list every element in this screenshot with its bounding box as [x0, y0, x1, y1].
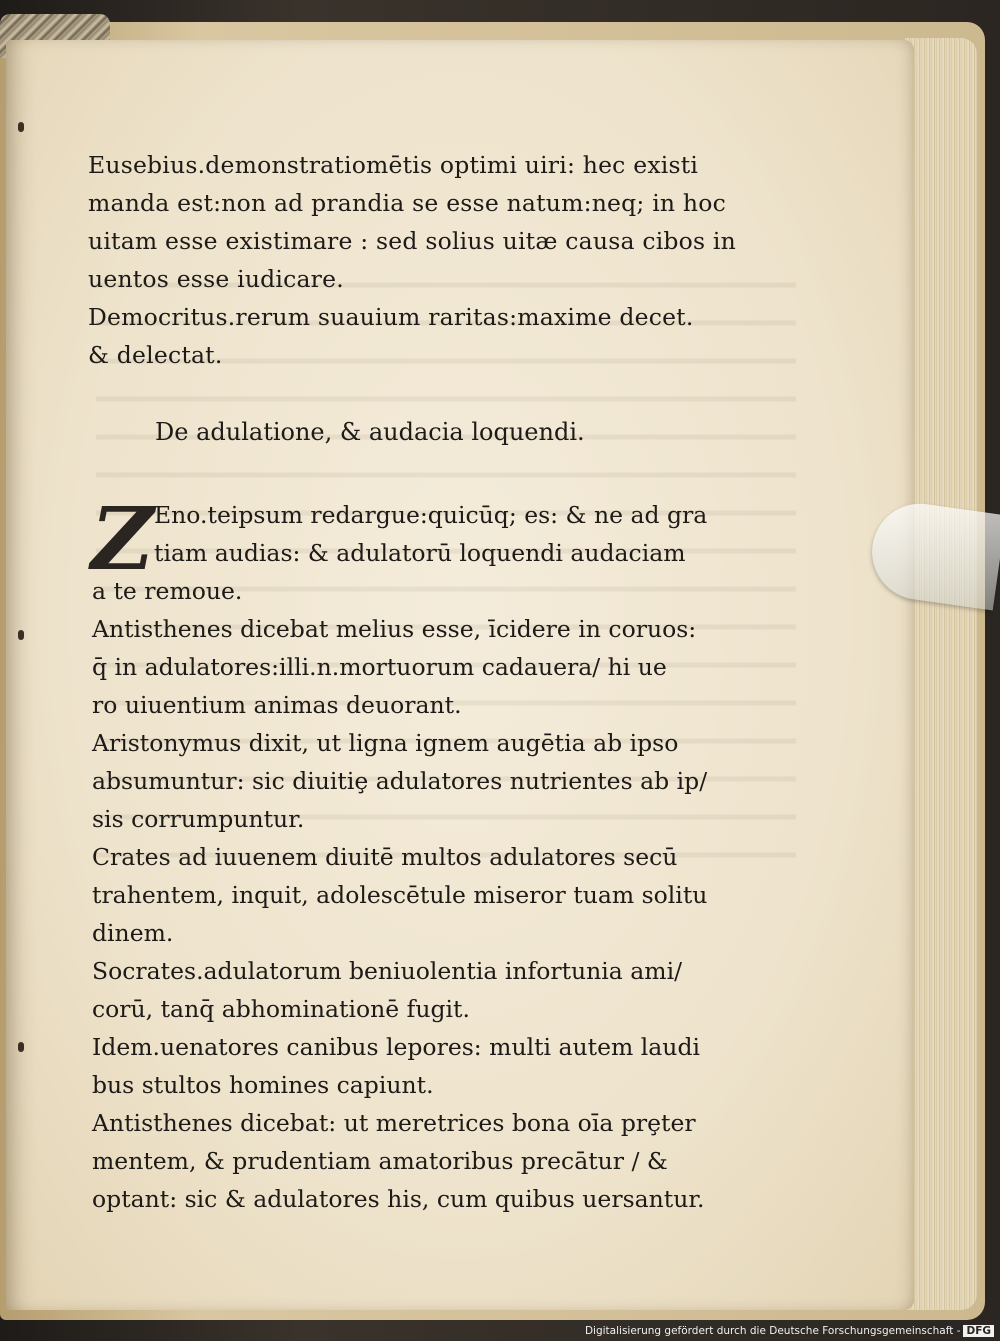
text-line: Aristonymus dixit, ut ligna ignem augētia ab ipso [92, 729, 679, 757]
text-line: & delectat. [88, 341, 223, 369]
text-line: mentem, & prudentiam amatoribus precātur / & [92, 1147, 668, 1175]
text-line: corū, tanq̄ abhominationē fugit. [92, 995, 470, 1023]
binding-hole [18, 122, 24, 132]
text-line: trahentem, inquit, adolescētule miseror tuam solitu [92, 881, 708, 909]
text-line: Eusebius.demonstratiomētis optimi uiri: hec existi [88, 151, 699, 179]
text-line: bus stultos homines capiunt. [92, 1071, 434, 1099]
text-block-bottom [91, 489, 812, 1218]
credit-text: Digitalisierung gefördert durch die Deutsche Forschungsgemeinschaft - [584, 1325, 961, 1337]
text-line: sis corrumpuntur. [92, 805, 305, 833]
text-block-top [88, 146, 808, 374]
text-line: manda est:non ad prandia se esse natum:neq; in hoc [88, 189, 726, 217]
text-line: Antisthenes dicebat: ut meretrices bona oīa prȩter [92, 1109, 696, 1137]
text-line: Antisthenes dicebat melius esse, īcidere in coruos: [92, 615, 697, 643]
text-line: a te remoue. [92, 577, 243, 605]
text-line: Crates ad iuuenem diuitē multos adulatores secū [92, 843, 678, 871]
text-line: ro uiuentium animas deuorant. [92, 691, 462, 719]
text-line: q̄ in adulatores:illi.n.mortuorum cadauera/ hi ue [92, 653, 667, 681]
binding-hole [18, 1042, 24, 1052]
section-heading: De adulatione, & audacia loquendi. [155, 418, 585, 446]
digitization-credit [585, 1325, 994, 1337]
text-line: dinem. [92, 919, 174, 947]
text-line: uitam esse existimare : sed solius uitæ causa cibos in [88, 227, 736, 255]
page-edges [905, 38, 977, 1310]
text-line: tiam audias: & adulatorū loquendi audaciam [154, 539, 686, 567]
binding-hole [18, 630, 24, 640]
text-line: Idem.uenatores canibus lepores: multi autem laudi [92, 1033, 701, 1061]
text-line: uentos esse iudicare. [88, 265, 344, 293]
text-line: Democritus.rerum suauium raritas:maxime decet. [88, 303, 694, 331]
text-line: optant: sic & adulatores his, cum quibus uersantur. [92, 1185, 705, 1213]
text-line: Socrates.adulatorum beniuolentia infortunia ami/ [92, 957, 683, 985]
drop-capital: Z [91, 489, 154, 590]
text-line: absumuntur: sic diuitiȩ adulatores nutrientes ab ip/ [92, 767, 708, 795]
text-line: Eno.teipsum redargue:quicūq; es: & ne ad gra [154, 501, 708, 529]
dfg-logo: DFG [963, 1325, 994, 1337]
